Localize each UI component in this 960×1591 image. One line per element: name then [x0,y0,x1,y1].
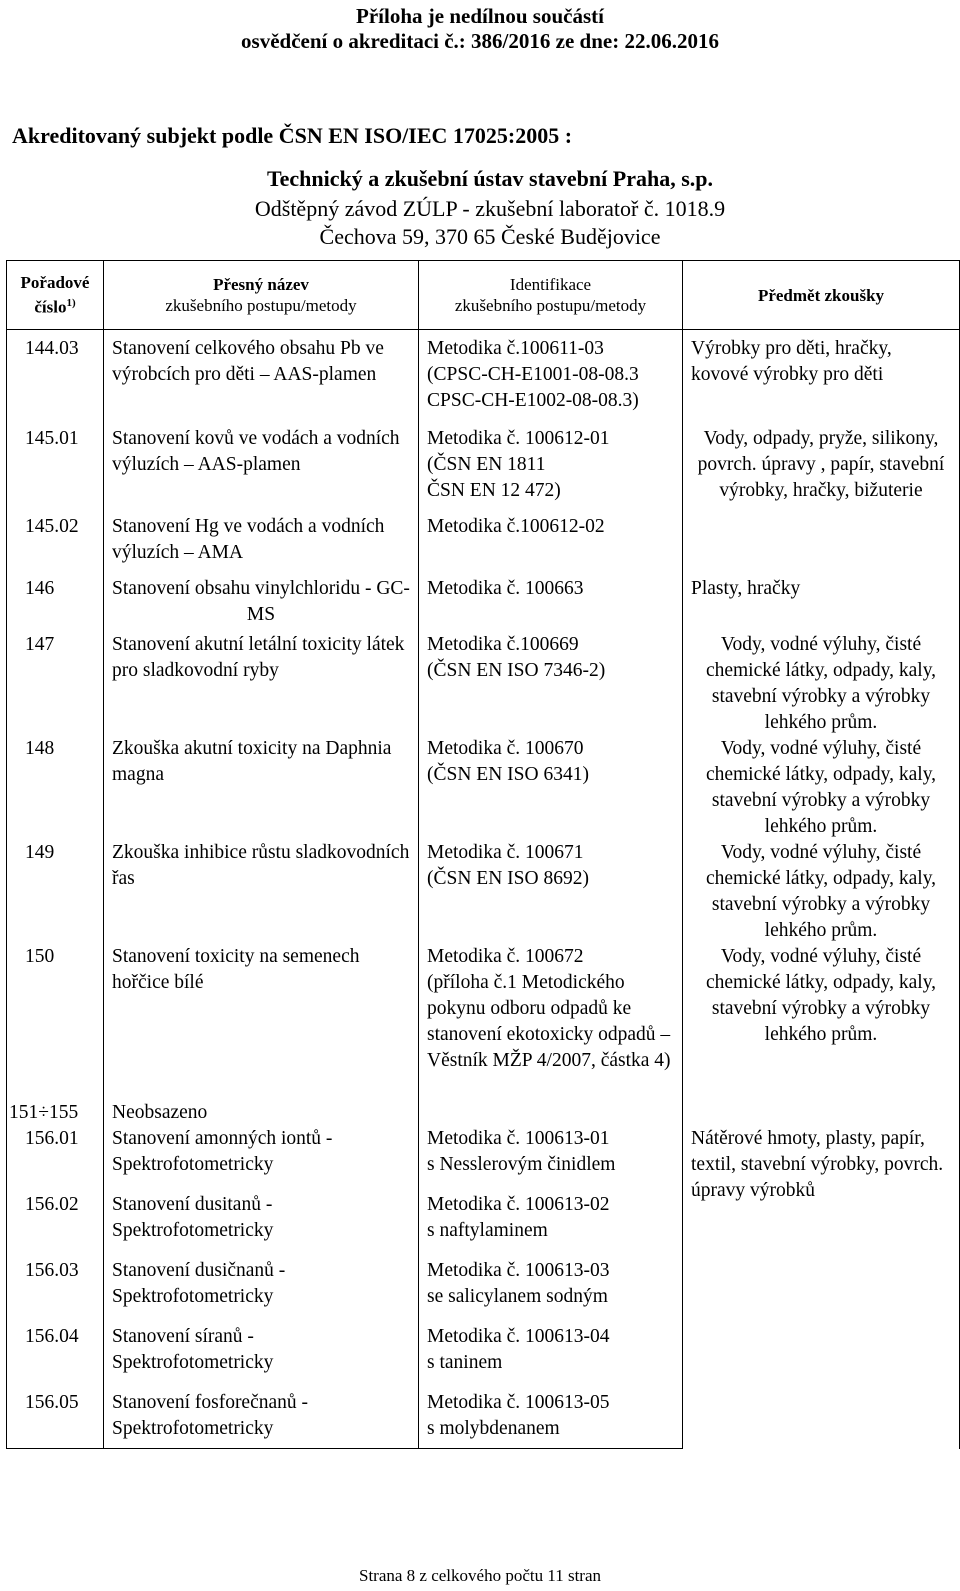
row-method-id: Metodika č. 100671 (ČSN EN ISO 8692) [419,840,683,944]
row-method-id: Metodika č. 100613-04 s taninem [419,1324,683,1390]
row-number: 146 [7,576,104,632]
footnote-marker: 1) [66,297,76,310]
row-method-name: Neobsazeno [104,1100,419,1126]
row-number: 150 [7,944,104,1100]
table-row [7,426,960,514]
row-method-name: Stanovení toxicity na semenech hořčice bílé [104,944,419,1100]
accredited-subject-line: Akreditovaný subjekt podle ČSN EN ISO/IEC 17025:2005 : [12,123,573,148]
table-row [7,632,960,736]
row-test-subject: Vody, vodné výluhy, čisté chemické látky, odpady, kaly, stavební výrobky a výrobky lehkého prům. [683,944,960,1100]
row-method-name: Stanovení fosforečnanů - Spektrofotometricky [104,1390,419,1449]
row-method-name: Stanovení dusičnanů - Spektrofotometricky [104,1258,419,1324]
table-row [7,736,960,840]
row-test-subject: Výrobky pro děti, hračky, kovové výrobky pro děti [683,330,960,427]
row-method-name: Stanovení Hg ve vodách a vodních výluzích – AMA [104,514,419,576]
institute-address: Čechova 59, 370 65 České Budějovice [319,224,661,249]
row-method-name: Stanovení amonných iontů - Spektrofotometricky [104,1126,419,1192]
row-number: 156.05 [7,1390,104,1449]
annex-line-2: osvědčení o akreditaci č.: 386/2016 ze dne: 22.06.2016 [241,29,719,53]
table-header-row [7,261,960,330]
column-header-name-sub: zkušebního postupu/metody [165,296,357,315]
row-method-id: Metodika č. 100670 (ČSN EN ISO 6341) [419,736,683,840]
row-test-subject: Vody, vodné výluhy, čisté chemické látky, odpady, kaly, stavební výrobky a výrobky lehkého prům. [683,840,960,944]
row-method-id: Metodika č. 100612-01 (ČSN EN 1811 ČSN EN 12 472) [419,426,683,514]
row-number: 145.02 [7,514,104,576]
row-number: 156.04 [7,1324,104,1390]
row-method-name: Stanovení akutní letální toxicity látek pro sladkovodní ryby [104,632,419,736]
row-method-id [419,1100,683,1126]
row-method-id: Metodika č. 100613-05 s molybdenanem [419,1390,683,1449]
row-number: 145.01 [7,426,104,514]
institute-name: Technický a zkušební ústav stavební Praha, s.p. [266,166,713,191]
row-number: 148 [7,736,104,840]
table-row [7,1100,960,1126]
column-header-name-label: Přesný název [213,275,309,294]
row-method-id: Metodika č. 100613-03 se salicylanem sodným [419,1258,683,1324]
row-test-subject: Plasty, hračky [683,576,960,632]
institute-branch: Odštěpný závod ZÚLP - zkušební laboratoř č. 1018.9 [254,196,726,221]
row-number: 149 [7,840,104,944]
row-method-name: Stanovení celkového obsahu Pb ve výrobcích pro děti – AAS-plamen [104,330,419,427]
table-row [7,330,960,427]
row-number: 144.03 [7,330,104,427]
row-method-id: Metodika č. 100672 (příloha č.1 Metodického pokynu odboru odpadů ke stanovení ekotoxicky odpadů – Věstník MŽP 4/2007, částka 4) [419,944,683,1100]
row-number: 151÷155 [7,1100,104,1126]
column-header-identification [419,261,683,330]
row-number: 147 [7,632,104,736]
row-number: 156.03 [7,1258,104,1324]
table-row [7,1126,960,1192]
row-method-name: Zkouška inhibice růstu sladkovodních řas [104,840,419,944]
row-test-subject: Nátěrové hmoty, plasty, papír, textil, stavební výrobky, povrch. úpravy výrobků [683,1126,960,1449]
table-row [7,576,960,632]
row-number: 156.01 [7,1126,104,1192]
column-header-id-sub: zkušebního postupu/metody [454,296,647,315]
row-method-id: Metodika č.100612-02 [419,514,683,576]
row-test-subject: Vody, vodné výluhy, čisté chemické látky, odpady, kaly, stavební výrobky a výrobky lehkého prům. [683,736,960,840]
row-test-subject: Vody, vodné výluhy, čisté chemické látky, odpady, kaly, stavební výrobky a výrobky lehkého prům. [683,632,960,736]
row-method-name: Stanovení obsahu vinylchloridu - GC-MS [104,576,419,632]
column-header-subject-label: Předmět zkoušky [757,285,885,305]
column-header-name [104,261,419,330]
row-method-name: Stanovení síranů - Spektrofotometricky [104,1324,419,1390]
row-method-name: Zkouška akutní toxicity na Daphnia magna [104,736,419,840]
row-method-id: Metodika č.100611-03 (CPSC-CH-E1001-08-08.3 CPSC-CH-E1002-08-08.3) [419,330,683,427]
annex-line-1: Příloha je nedílnou součástí [356,4,604,28]
row-method-id: Metodika č. 100613-02 s naftylaminem [419,1192,683,1258]
row-test-subject: Vody, odpady, pryže, silikony, povrch. úpravy , papír, stavební výrobky, hračky, bižuterie [683,426,960,576]
row-method-id: Metodika č.100669 (ČSN EN ISO 7346-2) [419,632,683,736]
row-number: 156.02 [7,1192,104,1258]
page-footer: Strana 8 z celkového počtu 11 stran [358,1566,602,1585]
column-header-number [7,261,104,330]
column-header-subject [683,261,960,330]
row-method-name: Stanovení kovů ve vodách a vodních výluzích – AAS-plamen [104,426,419,514]
column-header-number-label: Pořadové číslo [20,273,90,317]
table-row [7,840,960,944]
row-test-subject [683,1100,960,1126]
accreditation-table [6,260,960,1449]
row-method-name: Stanovení dusitanů - Spektrofotometricky [104,1192,419,1258]
row-method-id: Metodika č. 100613-01 s Nesslerovým činidlem [419,1126,683,1192]
row-method-id: Metodika č. 100663 [419,576,683,632]
column-header-id-label: Identifikace [509,275,592,294]
table-row [7,944,960,1100]
